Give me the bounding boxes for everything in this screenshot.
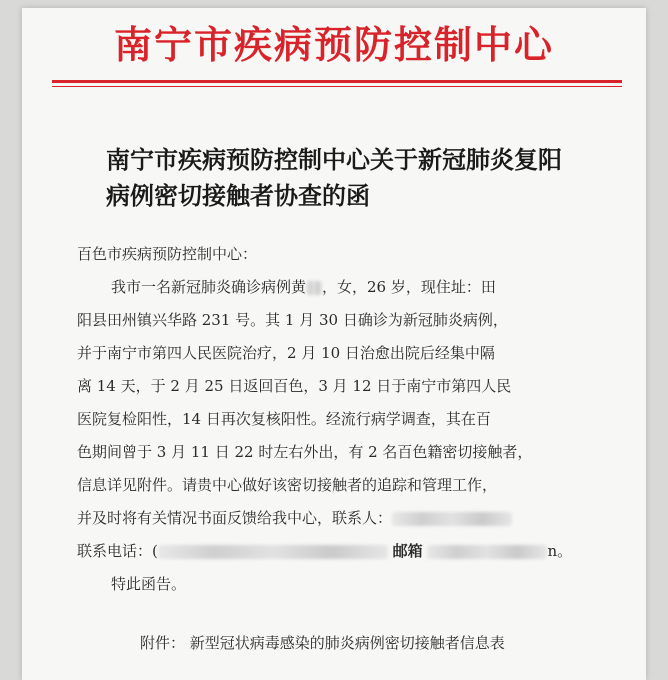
- body-line-3: 并于南宁市第四人民医院治疗，2 月 10 日治愈出院后经集中隔: [77, 344, 495, 362]
- body-line-9: [77, 535, 637, 568]
- title-line-2: 病例密切接触者协查的函: [106, 181, 370, 210]
- body-line-2: 阳县田州镇兴华路 231 号。其 1 月 30 日确诊为新冠肺炎病例，: [77, 311, 508, 329]
- document-page: [22, 8, 646, 680]
- body-line-5: 医院复检阳性，14 日再次复核阳性。经流行病学调查，其在百: [77, 410, 491, 428]
- letterhead-rule-thin: [52, 86, 622, 87]
- redacted-email: [427, 545, 547, 559]
- contact-person-label: 并及时将有关情况书面反馈给我中心，联系人：: [77, 509, 393, 527]
- document-title: [62, 142, 612, 214]
- closing: 特此函告。: [111, 575, 187, 593]
- redacted-name: [306, 281, 322, 295]
- letterhead-rule-thick: [52, 80, 622, 83]
- body-line-6: 色期间曾于 3 月 11 日 22 时左右外出，有 2 名百色籍密切接触者，: [77, 443, 533, 461]
- phone-label: 联系电话：: [77, 542, 153, 560]
- body-line-4: 离 14 天，于 2 月 25 日返回百色，3 月 12 日于南宁市第四人民: [77, 377, 512, 395]
- body-line-1b: ，女，26 岁，现住址：田: [322, 278, 496, 296]
- letterhead-title: 南宁市疾病预防控制中心: [113, 22, 554, 67]
- redacted-contact-person: [392, 512, 512, 526]
- letter-body: [77, 238, 637, 601]
- email-suffix: n。: [547, 542, 573, 560]
- attachment-note: 附件： 新型冠状病毒感染的肺炎病例密切接触者信息表: [140, 634, 505, 652]
- body-line-7: 信息详见附件。请贵中心做好该密切接触者的追踪和管理工作，: [77, 476, 498, 494]
- body-line-1: [77, 271, 637, 304]
- redacted-phone: [158, 545, 388, 559]
- email-label: 邮箱: [392, 542, 423, 560]
- phone-prefix: (: [152, 542, 158, 560]
- title-line-1: 南宁市疾病预防控制中心关于新冠肺炎复阳: [106, 145, 562, 174]
- body-line-1a: 我市一名新冠肺炎确诊病例黄: [111, 278, 307, 296]
- salutation: 百色市疾病预防控制中心：: [77, 245, 258, 263]
- body-line-8: [77, 502, 637, 535]
